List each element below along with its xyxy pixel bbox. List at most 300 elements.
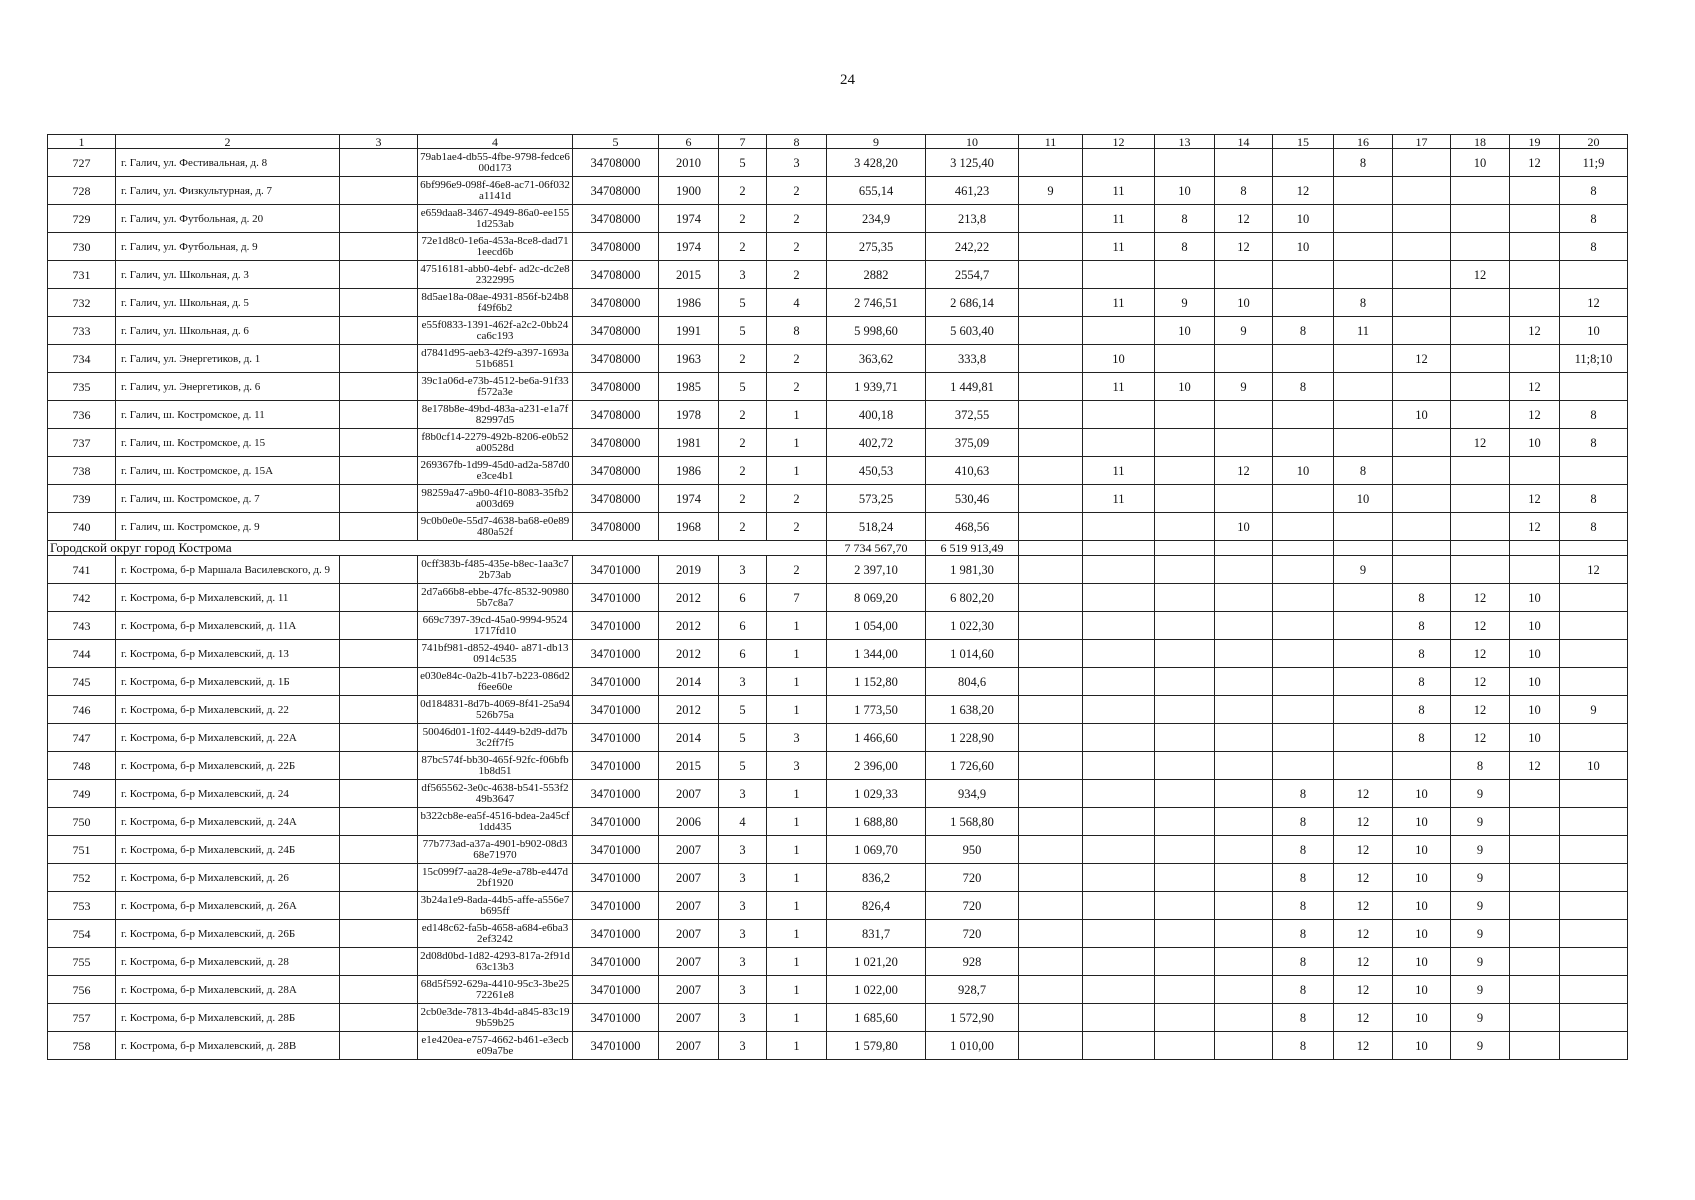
value-cell-c7: 3 xyxy=(719,261,767,289)
value-cell-c20: 12 xyxy=(1560,289,1628,317)
value-cell-c15: 10 xyxy=(1273,457,1334,485)
value-cell-c12 xyxy=(1083,317,1155,345)
address-cell: г. Галич, ул. Школьная, д. 5 xyxy=(116,289,340,317)
value-cell-c19 xyxy=(1510,556,1560,584)
value-cell-c20 xyxy=(1560,584,1628,612)
value-cell-year: 1991 xyxy=(659,317,719,345)
value-cell-c16 xyxy=(1334,752,1393,780)
house-guid-cell: 6bf996e9-098f-46e8-ac71-06f032a1141d xyxy=(418,177,573,205)
value-cell-c13 xyxy=(1155,584,1215,612)
registry-body xyxy=(48,135,1628,1060)
value-cell-c12 xyxy=(1083,696,1155,724)
value-cell-c17: 8 xyxy=(1393,696,1451,724)
value-cell-c17: 10 xyxy=(1393,1004,1451,1032)
value-cell-c14: 12 xyxy=(1215,205,1273,233)
value-cell-c9: 450,53 xyxy=(827,457,926,485)
value-cell-c3 xyxy=(340,668,418,696)
value-cell-c3 xyxy=(340,317,418,345)
house-guid-cell: 98259a47-a9b0-4f10-8083-35fb2a003d69 xyxy=(418,485,573,513)
value-cell-c15: 8 xyxy=(1273,1032,1334,1060)
value-cell-c13: 8 xyxy=(1155,205,1215,233)
section-row xyxy=(48,541,1628,556)
value-cell-c13 xyxy=(1155,485,1215,513)
value-cell-c20 xyxy=(1560,920,1628,948)
value-cell-c17 xyxy=(1393,457,1451,485)
value-cell-c18: 9 xyxy=(1451,864,1510,892)
value-cell-c18 xyxy=(1451,317,1510,345)
address-cell: г. Галич, ул. Энергетиков, д. 1 xyxy=(116,345,340,373)
value-cell-c9: 573,25 xyxy=(827,485,926,513)
value-cell-year: 2012 xyxy=(659,584,719,612)
value-cell-c18: 9 xyxy=(1451,948,1510,976)
value-cell-c17 xyxy=(1393,752,1451,780)
value-cell-c3 xyxy=(340,401,418,429)
value-cell-c14 xyxy=(1215,556,1273,584)
value-cell-c20: 8 xyxy=(1560,233,1628,261)
value-cell-c16 xyxy=(1334,373,1393,401)
value-cell-c16: 11 xyxy=(1334,317,1393,345)
value-cell-c13 xyxy=(1155,836,1215,864)
row-number-cell: 755 xyxy=(48,948,116,976)
address-cell: г. Кострома, б-р Михалевский, д. 28Б xyxy=(116,1004,340,1032)
value-cell-oktmo: 34708000 xyxy=(573,261,659,289)
value-cell-c3 xyxy=(340,948,418,976)
value-cell-c19: 10 xyxy=(1510,724,1560,752)
value-cell-c18 xyxy=(1451,345,1510,373)
value-cell-c12: 11 xyxy=(1083,289,1155,317)
value-cell-c8: 1 xyxy=(767,612,827,640)
address-cell: г. Галич, ш. Костромское, д. 9 xyxy=(116,513,340,541)
value-cell-c10: 1 010,00 xyxy=(926,1032,1019,1060)
address-cell: г. Галич, ш. Костромское, д. 11 xyxy=(116,401,340,429)
value-cell-c7: 3 xyxy=(719,1004,767,1032)
column-header: 18 xyxy=(1451,135,1510,149)
value-cell-c10: 1 014,60 xyxy=(926,640,1019,668)
value-cell-year: 1968 xyxy=(659,513,719,541)
value-cell-oktmo: 34701000 xyxy=(573,1004,659,1032)
house-guid-cell: e659daa8-3467-4949-86a0-ee1551d253ab xyxy=(418,205,573,233)
column-header: 17 xyxy=(1393,135,1451,149)
empty-cell xyxy=(1334,541,1393,556)
value-cell-c14 xyxy=(1215,780,1273,808)
value-cell-c10: 720 xyxy=(926,920,1019,948)
value-cell-c14 xyxy=(1215,1032,1273,1060)
value-cell-c11 xyxy=(1019,668,1083,696)
row-number-cell: 734 xyxy=(48,345,116,373)
value-cell-c8: 1 xyxy=(767,948,827,976)
value-cell-c10: 934,9 xyxy=(926,780,1019,808)
value-cell-c7: 2 xyxy=(719,233,767,261)
house-guid-cell: 8e178b8e-49bd-483a-a231-e1a7f82997d5 xyxy=(418,401,573,429)
value-cell-year: 2007 xyxy=(659,780,719,808)
value-cell-c18: 9 xyxy=(1451,1032,1510,1060)
value-cell-c15: 8 xyxy=(1273,864,1334,892)
value-cell-oktmo: 34701000 xyxy=(573,640,659,668)
value-cell-c9: 1 021,20 xyxy=(827,948,926,976)
value-cell-c20: 8 xyxy=(1560,401,1628,429)
value-cell-c20 xyxy=(1560,261,1628,289)
address-cell: г. Кострома, б-р Михалевский, д. 11А xyxy=(116,612,340,640)
value-cell-c14 xyxy=(1215,401,1273,429)
address-cell: г. Кострома, б-р Михалевский, д. 26 xyxy=(116,864,340,892)
value-cell-c9: 1 688,80 xyxy=(827,808,926,836)
value-cell-c11 xyxy=(1019,457,1083,485)
value-cell-c16 xyxy=(1334,513,1393,541)
value-cell-c14 xyxy=(1215,261,1273,289)
value-cell-c18: 10 xyxy=(1451,149,1510,177)
value-cell-c15 xyxy=(1273,696,1334,724)
value-cell-c10: 333,8 xyxy=(926,345,1019,373)
value-cell-c16: 8 xyxy=(1334,149,1393,177)
value-cell-c8: 2 xyxy=(767,556,827,584)
address-cell: г. Кострома, б-р Михалевский, д. 24Б xyxy=(116,836,340,864)
value-cell-c8: 1 xyxy=(767,780,827,808)
value-cell-c7: 3 xyxy=(719,780,767,808)
value-cell-c7: 2 xyxy=(719,457,767,485)
address-cell: г. Галич, ул. Физкультурная, д. 7 xyxy=(116,177,340,205)
value-cell-c10: 3 125,40 xyxy=(926,149,1019,177)
value-cell-c18: 12 xyxy=(1451,584,1510,612)
value-cell-c17: 8 xyxy=(1393,724,1451,752)
value-cell-c19 xyxy=(1510,808,1560,836)
value-cell-c3 xyxy=(340,457,418,485)
house-guid-cell: 2d7a66b8-ebbe-47fc-8532-909805b7c8a7 xyxy=(418,584,573,612)
address-cell: г. Кострома, б-р Михалевский, д. 22А xyxy=(116,724,340,752)
row-number-cell: 758 xyxy=(48,1032,116,1060)
value-cell-c7: 2 xyxy=(719,177,767,205)
value-cell-c20 xyxy=(1560,948,1628,976)
value-cell-c16 xyxy=(1334,724,1393,752)
value-cell-c14: 12 xyxy=(1215,233,1273,261)
value-cell-c14 xyxy=(1215,640,1273,668)
value-cell-c17 xyxy=(1393,513,1451,541)
value-cell-c15: 8 xyxy=(1273,808,1334,836)
value-cell-c15 xyxy=(1273,668,1334,696)
value-cell-oktmo: 34708000 xyxy=(573,485,659,513)
value-cell-c8: 1 xyxy=(767,1004,827,1032)
value-cell-c14 xyxy=(1215,808,1273,836)
value-cell-oktmo: 34701000 xyxy=(573,584,659,612)
house-guid-cell: 72e1d8c0-1e6a-453a-8ce8-dad711eecd6b xyxy=(418,233,573,261)
value-cell-c17 xyxy=(1393,317,1451,345)
value-cell-c19 xyxy=(1510,976,1560,1004)
value-cell-c15: 8 xyxy=(1273,948,1334,976)
house-guid-cell: 15c099f7-aa28-4e9e-a78b-e447d2bf1920 xyxy=(418,864,573,892)
value-cell-c11 xyxy=(1019,149,1083,177)
value-cell-c17: 10 xyxy=(1393,920,1451,948)
value-cell-c20 xyxy=(1560,457,1628,485)
value-cell-c17: 10 xyxy=(1393,948,1451,976)
address-cell: г. Кострома, б-р Михалевский, д. 13 xyxy=(116,640,340,668)
table-row xyxy=(48,261,1628,289)
value-cell-c14: 10 xyxy=(1215,513,1273,541)
value-cell-c20 xyxy=(1560,1004,1628,1032)
value-cell-c3 xyxy=(340,345,418,373)
value-cell-c9: 1 579,80 xyxy=(827,1032,926,1060)
value-cell-c18 xyxy=(1451,485,1510,513)
row-number-cell: 729 xyxy=(48,205,116,233)
row-number-cell: 733 xyxy=(48,317,116,345)
value-cell-c9: 1 685,60 xyxy=(827,1004,926,1032)
value-cell-c14 xyxy=(1215,584,1273,612)
value-cell-c13 xyxy=(1155,457,1215,485)
table-row xyxy=(48,640,1628,668)
value-cell-c15 xyxy=(1273,513,1334,541)
value-cell-c14 xyxy=(1215,1004,1273,1032)
value-cell-c10: 950 xyxy=(926,836,1019,864)
value-cell-c9: 275,35 xyxy=(827,233,926,261)
page-number: 24 xyxy=(840,72,855,88)
value-cell-c9: 402,72 xyxy=(827,429,926,457)
value-cell-c9: 1 152,80 xyxy=(827,668,926,696)
value-cell-c12 xyxy=(1083,836,1155,864)
value-cell-c7: 3 xyxy=(719,976,767,1004)
value-cell-c12 xyxy=(1083,429,1155,457)
house-guid-cell: 77b773ad-a37a-4901-b902-08d368e71970 xyxy=(418,836,573,864)
value-cell-c15 xyxy=(1273,752,1334,780)
column-header: 10 xyxy=(926,135,1019,149)
value-cell-c3 xyxy=(340,864,418,892)
value-cell-year: 2010 xyxy=(659,149,719,177)
value-cell-c18: 12 xyxy=(1451,640,1510,668)
value-cell-year: 1900 xyxy=(659,177,719,205)
row-number-cell: 739 xyxy=(48,485,116,513)
value-cell-c12 xyxy=(1083,808,1155,836)
house-guid-cell: 0d184831-8d7b-4069-8f41-25a94526b75a xyxy=(418,696,573,724)
empty-cell xyxy=(1560,541,1628,556)
value-cell-c7: 3 xyxy=(719,668,767,696)
value-cell-c8: 2 xyxy=(767,485,827,513)
value-cell-c12: 11 xyxy=(1083,457,1155,485)
value-cell-c17 xyxy=(1393,373,1451,401)
value-cell-c7: 2 xyxy=(719,485,767,513)
address-cell: г. Галич, ул. Энергетиков, д. 6 xyxy=(116,373,340,401)
value-cell-c16: 12 xyxy=(1334,808,1393,836)
value-cell-oktmo: 34708000 xyxy=(573,177,659,205)
value-cell-c11 xyxy=(1019,696,1083,724)
address-cell: г. Кострома, б-р Михалевский, д. 22Б xyxy=(116,752,340,780)
value-cell-c9: 1 466,60 xyxy=(827,724,926,752)
value-cell-c15 xyxy=(1273,640,1334,668)
value-cell-c15: 10 xyxy=(1273,205,1334,233)
value-cell-c12 xyxy=(1083,1032,1155,1060)
value-cell-c7: 3 xyxy=(719,864,767,892)
value-cell-c14 xyxy=(1215,752,1273,780)
value-cell-c10: 928,7 xyxy=(926,976,1019,1004)
value-cell-c16 xyxy=(1334,668,1393,696)
empty-cell xyxy=(1083,541,1155,556)
value-cell-c17 xyxy=(1393,289,1451,317)
value-cell-c20 xyxy=(1560,780,1628,808)
value-cell-c19: 10 xyxy=(1510,612,1560,640)
house-guid-cell: 47516181-abb0-4ebf- ad2c-dc2e82322995 xyxy=(418,261,573,289)
value-cell-c12 xyxy=(1083,668,1155,696)
row-number-cell: 728 xyxy=(48,177,116,205)
column-header: 12 xyxy=(1083,135,1155,149)
value-cell-c17 xyxy=(1393,149,1451,177)
value-cell-c14: 8 xyxy=(1215,177,1273,205)
value-cell-c8: 1 xyxy=(767,976,827,1004)
value-cell-c11 xyxy=(1019,513,1083,541)
value-cell-c8: 1 xyxy=(767,920,827,948)
value-cell-c20: 11;8;10 xyxy=(1560,345,1628,373)
value-cell-c17: 10 xyxy=(1393,864,1451,892)
value-cell-c12 xyxy=(1083,584,1155,612)
row-number-cell: 743 xyxy=(48,612,116,640)
house-guid-cell: f8b0cf14-2279-492b-8206-e0b52a00528d xyxy=(418,429,573,457)
value-cell-c15: 8 xyxy=(1273,976,1334,1004)
value-cell-c17: 8 xyxy=(1393,640,1451,668)
value-cell-c13 xyxy=(1155,808,1215,836)
value-cell-c20 xyxy=(1560,640,1628,668)
address-cell: г. Галич, ш. Костромское, д. 7 xyxy=(116,485,340,513)
value-cell-c18 xyxy=(1451,401,1510,429)
value-cell-c8: 3 xyxy=(767,752,827,780)
value-cell-c10: 1 022,30 xyxy=(926,612,1019,640)
value-cell-c8: 2 xyxy=(767,261,827,289)
value-cell-c20: 10 xyxy=(1560,317,1628,345)
table-row xyxy=(48,780,1628,808)
value-cell-c16 xyxy=(1334,612,1393,640)
address-cell: г. Кострома, б-р Михалевский, д. 11 xyxy=(116,584,340,612)
value-cell-year: 1974 xyxy=(659,233,719,261)
value-cell-c11 xyxy=(1019,289,1083,317)
value-cell-c16: 12 xyxy=(1334,864,1393,892)
value-cell-year: 2014 xyxy=(659,724,719,752)
value-cell-c16: 12 xyxy=(1334,976,1393,1004)
value-cell-c16 xyxy=(1334,696,1393,724)
value-cell-c14 xyxy=(1215,836,1273,864)
value-cell-c7: 5 xyxy=(719,149,767,177)
value-cell-c18: 9 xyxy=(1451,808,1510,836)
value-cell-c14: 10 xyxy=(1215,289,1273,317)
value-cell-c9: 3 428,20 xyxy=(827,149,926,177)
value-cell-c19 xyxy=(1510,948,1560,976)
value-cell-c12 xyxy=(1083,948,1155,976)
value-cell-c8: 1 xyxy=(767,668,827,696)
house-guid-cell: 50046d01-1f02-4449-b2d9-dd7b3c2ff7f5 xyxy=(418,724,573,752)
value-cell-c8: 3 xyxy=(767,149,827,177)
value-cell-c11 xyxy=(1019,261,1083,289)
house-guid-cell: 2d08d0bd-1d82-4293-817a-2f91d63c13b3 xyxy=(418,948,573,976)
value-cell-c13 xyxy=(1155,976,1215,1004)
value-cell-c14: 9 xyxy=(1215,317,1273,345)
value-cell-c17 xyxy=(1393,233,1451,261)
value-cell-c19 xyxy=(1510,233,1560,261)
value-cell-c13: 8 xyxy=(1155,233,1215,261)
value-cell-c13: 10 xyxy=(1155,177,1215,205)
row-number-cell: 745 xyxy=(48,668,116,696)
house-guid-cell: 68d5f592-629a-4410-95c3-3be2572261e8 xyxy=(418,976,573,1004)
value-cell-c7: 5 xyxy=(719,289,767,317)
value-cell-c7: 6 xyxy=(719,584,767,612)
house-guid-cell: 669c7397-39cd-45a0-9994-95241717fd10 xyxy=(418,612,573,640)
value-cell-c7: 5 xyxy=(719,752,767,780)
value-cell-c9: 836,2 xyxy=(827,864,926,892)
value-cell-c20: 8 xyxy=(1560,205,1628,233)
value-cell-year: 2007 xyxy=(659,864,719,892)
value-cell-c12 xyxy=(1083,149,1155,177)
value-cell-oktmo: 34701000 xyxy=(573,1032,659,1060)
row-number-cell: 749 xyxy=(48,780,116,808)
table-row xyxy=(48,836,1628,864)
value-cell-c3 xyxy=(340,920,418,948)
house-guid-cell: df565562-3e0c-4638-b541-553f249b3647 xyxy=(418,780,573,808)
value-cell-c19 xyxy=(1510,864,1560,892)
value-cell-c18: 12 xyxy=(1451,668,1510,696)
value-cell-c9: 1 773,50 xyxy=(827,696,926,724)
row-number-cell: 746 xyxy=(48,696,116,724)
value-cell-c12 xyxy=(1083,401,1155,429)
value-cell-year: 2012 xyxy=(659,640,719,668)
column-header: 14 xyxy=(1215,135,1273,149)
value-cell-c16 xyxy=(1334,177,1393,205)
address-cell: г. Кострома, б-р Михалевский, д. 28В xyxy=(116,1032,340,1060)
value-cell-year: 2012 xyxy=(659,696,719,724)
value-cell-c16: 8 xyxy=(1334,457,1393,485)
value-cell-c10: 530,46 xyxy=(926,485,1019,513)
value-cell-c9: 2 397,10 xyxy=(827,556,926,584)
value-cell-c15: 8 xyxy=(1273,373,1334,401)
value-cell-c7: 3 xyxy=(719,1032,767,1060)
row-number-cell: 756 xyxy=(48,976,116,1004)
table-row xyxy=(48,612,1628,640)
value-cell-c18 xyxy=(1451,177,1510,205)
value-cell-c10: 720 xyxy=(926,892,1019,920)
value-cell-c10: 468,56 xyxy=(926,513,1019,541)
value-cell-c11 xyxy=(1019,317,1083,345)
column-header: 8 xyxy=(767,135,827,149)
column-header: 19 xyxy=(1510,135,1560,149)
table-row xyxy=(48,948,1628,976)
value-cell-c15 xyxy=(1273,261,1334,289)
value-cell-c14 xyxy=(1215,668,1273,696)
value-cell-c8: 7 xyxy=(767,584,827,612)
row-number-cell: 730 xyxy=(48,233,116,261)
value-cell-c19: 12 xyxy=(1510,752,1560,780)
value-cell-c17 xyxy=(1393,177,1451,205)
value-cell-c16: 12 xyxy=(1334,892,1393,920)
value-cell-c9: 5 998,60 xyxy=(827,317,926,345)
value-cell-c13 xyxy=(1155,556,1215,584)
value-cell-c16 xyxy=(1334,345,1393,373)
value-cell-c9: 2 746,51 xyxy=(827,289,926,317)
column-header: 4 xyxy=(418,135,573,149)
table-row xyxy=(48,149,1628,177)
empty-cell xyxy=(1393,541,1451,556)
value-cell-c14 xyxy=(1215,892,1273,920)
value-cell-c3 xyxy=(340,149,418,177)
value-cell-c16 xyxy=(1334,233,1393,261)
value-cell-c15 xyxy=(1273,429,1334,457)
value-cell-c20: 12 xyxy=(1560,556,1628,584)
value-cell-c9: 1 344,00 xyxy=(827,640,926,668)
value-cell-c13 xyxy=(1155,1004,1215,1032)
value-cell-year: 2007 xyxy=(659,1032,719,1060)
value-cell-c3 xyxy=(340,1004,418,1032)
row-number-cell: 736 xyxy=(48,401,116,429)
value-cell-c20 xyxy=(1560,864,1628,892)
value-cell-c16 xyxy=(1334,205,1393,233)
value-cell-c16: 10 xyxy=(1334,485,1393,513)
value-cell-oktmo: 34708000 xyxy=(573,429,659,457)
value-cell-c9: 518,24 xyxy=(827,513,926,541)
value-cell-c11: 9 xyxy=(1019,177,1083,205)
value-cell-c18: 9 xyxy=(1451,780,1510,808)
value-cell-c17: 10 xyxy=(1393,1032,1451,1060)
column-number-header xyxy=(48,135,1628,149)
address-cell: г. Кострома, б-р Михалевский, д. 22 xyxy=(116,696,340,724)
